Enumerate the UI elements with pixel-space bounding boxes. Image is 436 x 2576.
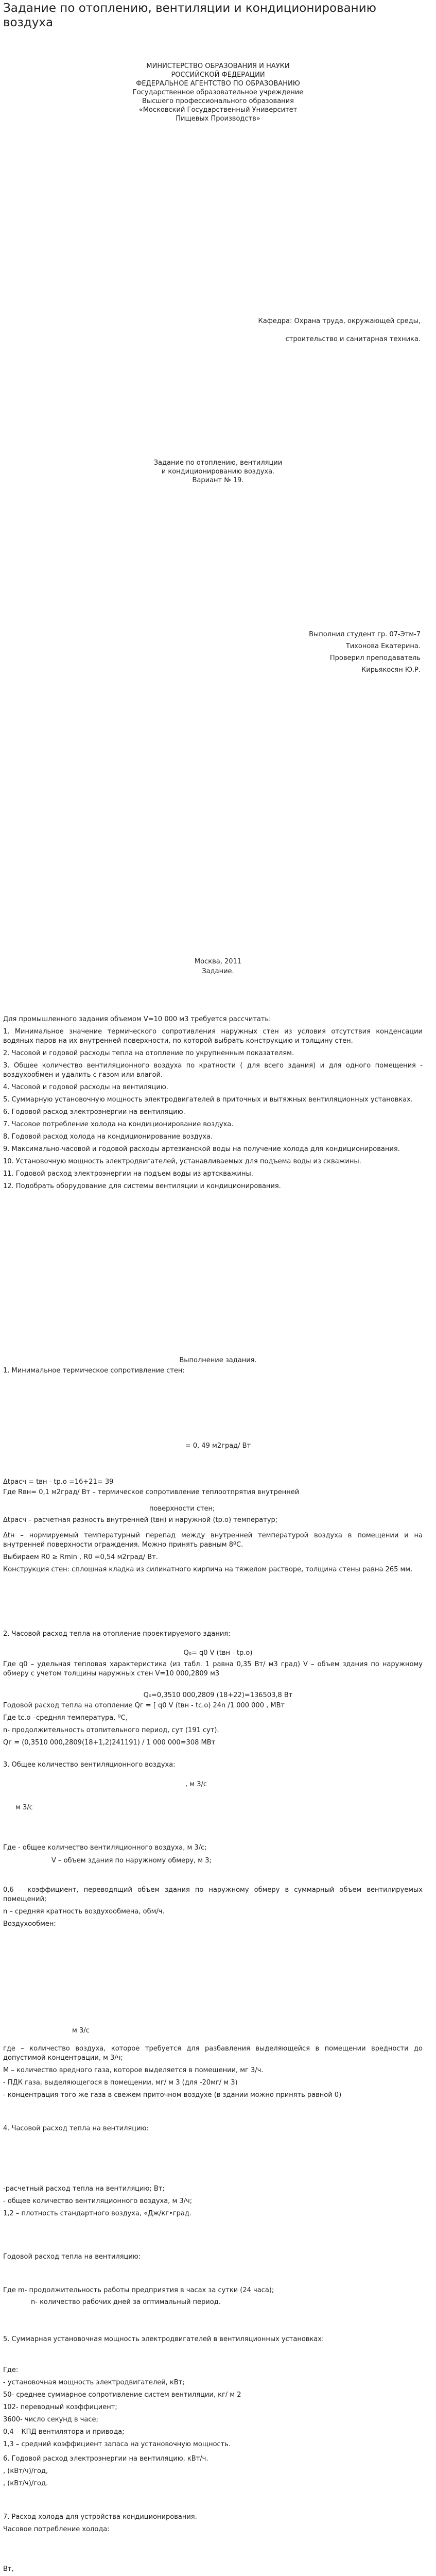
task-item: 6. Годовой расход электроэнергии на вентиляцию. [3, 1108, 185, 1116]
section-3-paragraph: где – количество воздуха, которое требуется для разбавления выделяющейся в помещении вредности до допустимой концентрации, м 3/ч; [3, 2045, 423, 2062]
section-5-body [3, 2366, 423, 2449]
section-7-paragraph: Вт, [3, 2565, 14, 2573]
ministry-header [0, 62, 436, 123]
task-list [3, 1015, 423, 1191]
section-3-paragraph: Воздухообмен: [3, 1920, 56, 1928]
section-3-title: 3. Общее количество вентиляционного воздуха: [3, 1761, 176, 1769]
department-line: Кафедра: Охрана труда, окружающей среды, [258, 317, 421, 325]
section-4-body [3, 2184, 423, 2218]
department-line: строительство и санитарная техника. [285, 335, 421, 343]
section-2-paragraph: Где tс.о –средняя температура, ºС, [3, 1714, 128, 1722]
header-line: Пищевых Производств» [176, 115, 260, 123]
section-2-formula-block [0, 1691, 436, 1700]
author-line: Тихонова Екатерина. [345, 642, 421, 650]
section-1-body [3, 1531, 423, 1574]
page-title: Задание по отоплению, вентиляции и кондиционированию воздуха [3, 2, 377, 29]
solution-heading: Выполнение задания. [179, 1357, 257, 1364]
section-7-title: 7. Расход холода для устройства кондиционирования. [3, 2513, 197, 2521]
section-1-line: Δtрасч = tвн - tр.о =16+21= 39 [3, 1478, 114, 1486]
section-2-paragraph: Годовой расход тепла на отопление Qг = [ q0 V (tвн - tс.о) 24n /1 000 000 , МВт [3, 1702, 285, 1709]
section-2-formula-block [0, 1649, 436, 1657]
section-7-paragraph: Часовое потребление холода: [3, 2526, 110, 2533]
section-5-paragraph: 102- переводный коэффициент; [3, 2403, 117, 2411]
assignment-line: Задание по отоплению, вентиляции [153, 459, 283, 467]
section-2-formula: Q₀=0,3510 000,2809 (18+22)=136503,8 Вт [143, 1691, 293, 1699]
section-1-paragraph: Конструкция стен: сплошная кладка из силикатного кирпича на тяжелом растворе, толщина стены равна 265 мм. [3, 1566, 413, 1573]
section-2-title: 2. Часовой расход тепла на отопление проектируемого здания: [3, 1630, 231, 1638]
section-4-paragraph: -расчетный расход тепла на вентиляцию; Вт; [3, 2185, 165, 2193]
task-item: 1. Минимальное значение термического сопротивления наружных стен из условия отсутствия конденсации водяных паров на их внутренней поверхности, по которой выбрать конструкцию и толщину стен. [3, 1028, 423, 1045]
section-1-line: Δtрасч – расчетная разность внутренней (tвн) и наружной (tр.о) температур; [3, 1516, 278, 1524]
section-5-paragraph: Где: [3, 2366, 19, 2374]
task-item: 11. Годовой расход электроэнергии на подъем воды из артскважины. [3, 1170, 253, 1178]
section-4-paragraph: n- количество рабочих дней за оптимальный период. [31, 2298, 221, 2306]
section-6-title: 6. Годовой расход электроэнергии на вентиляцию, кВт/ч. [3, 2455, 208, 2463]
section-2-formula: Q₀= q0 V (tвн - tр.о) [183, 1649, 253, 1657]
author-block [309, 630, 421, 674]
solution-heading-block [0, 1356, 436, 1365]
assignment-line: Вариант № 19. [192, 477, 244, 484]
section-1-result: = 0, 49 м2град/ Вт [185, 1442, 251, 1450]
task-item: 8. Годовой расход холода на кондиционирование воздуха. [3, 1133, 213, 1141]
section-4-title: 4. Часовой расход тепла на вентиляцию: [3, 2125, 149, 2132]
task-intro: Для промышленного задания объемом V=10 000 м3 требуется рассчитать: [3, 1015, 271, 1023]
task-item: 5. Суммарную установочную мощность электродвигателей в приточных и вытяжных вентиляционных установках. [3, 1096, 413, 1104]
task-item: 9. Максимально-часовой и годовой расходы артезианской воды на получение холода для кондиционирования. [3, 1145, 400, 1153]
section-1-result-block [0, 1442, 436, 1450]
section-5-paragraph: - установочная мощность электродвигателей, кВт; [3, 2379, 185, 2386]
city-year-block [0, 957, 436, 976]
task-item: 4. Часовой и годовой расходы на вентиляцию. [3, 1083, 168, 1091]
section-3-paragraph: n – средняя кратность воздухообмена, обм/ч. [3, 1908, 165, 1916]
section-5-paragraph: 50- среднее суммарное сопротивление систем вентиляции, кг/ м 2 [3, 2391, 241, 2399]
section-6-paragraph: , (кВт/ч)/год. [3, 2480, 48, 2487]
section-1-line: Где Rвн= 0,1 м2град/ Вт – термическое сопротивление теплоотпрятия внутренней [3, 1488, 300, 1496]
section-3-paragraph: Где - общее количество вентиляционного воздуха, м 3/с; [3, 1844, 207, 1852]
header-line: ФЕДЕРАЛЬНОЕ АГЕНТСТВО ПО ОБРАЗОВАНИЮ [136, 80, 300, 88]
section-3-formula: , м 3/с [185, 1781, 207, 1788]
author-line: Проверил преподаватель [329, 654, 421, 662]
author-line: Кирьякосян Ю.Р. [361, 666, 421, 674]
city-year: Москва, 2011 [194, 958, 242, 965]
task-item: 3. Общее количество вентиляционного воздуха по кратности ( для всего здания) и для одного помещения - воздухообмен и удалить с газом или влагой. [3, 1062, 423, 1079]
section-6-body [3, 2454, 423, 2488]
section-1-paragraph: Выбираем R0 ≥ Rmin , R0 =0,54 м2град/ Вт. [3, 1553, 158, 1561]
section-2-paragraph: Qг = (0,3510 000,2809(18+1,2)241191) / 1 000 000=308 МВт [3, 1739, 216, 1747]
section-3-unit: м 3/с [15, 1804, 33, 1811]
section-3-paragraph: 0,6 – коэффициент, переводящий объем здания по наружному обмеру в суммарный объем вентилируемых помещений; [3, 1886, 423, 1903]
task-item: 2. Часовой и годовой расходы тепла на отопление по укрупненным показателям. [3, 1049, 294, 1057]
header-line: Государственное образовательное учреждение [132, 89, 304, 96]
section-4-paragraph: Годовой расход тепла на вентиляцию: [3, 2253, 141, 2261]
section-3-body [3, 2044, 423, 2100]
section-3-paragraph: - концентрация того же газа в свежем приточном воздухе (в здании можно принять равной 0) [3, 2091, 342, 2099]
task-item: 12. Подобрать оборудование для системы вентиляции и кондиционирования. [3, 1182, 281, 1190]
header-line: МИНИСТЕРСТВО ОБРАЗОВАНИЯ И НАУКИ [146, 62, 290, 70]
header-line: «Московский Государственный Университет [138, 106, 298, 114]
section-4-paragraph: 1,2 – плотность стандартного воздуха, «Дж/кг•град. [3, 2210, 191, 2217]
section-7-body [3, 2565, 423, 2576]
section-5-title: 5. Суммарная установочная мощность электродвигателей в вентиляционных установках: [3, 2335, 324, 2343]
section-2-body [3, 1660, 423, 1679]
section-7-body [3, 2513, 423, 2534]
section-5-paragraph: 1,3 – средний коэффициент запаса на установочную мощность. [3, 2441, 231, 2448]
section-1-title: 1. Минимальное термическое сопротивление стен: [3, 1367, 185, 1375]
task-item: 7. Часовое потребление холода на кондиционирование воздуха. [3, 1121, 234, 1128]
section-2-paragraph: n- продолжительность отопительного период, сут (191 сут). [3, 1726, 219, 1734]
task-item: 10. Установочную мощность электродвигателей, устанавливаемых для подъема воды из скважины. [3, 1158, 361, 1165]
assignment-title [0, 459, 436, 485]
section-5-paragraph: 3600- число секунд в часе; [3, 2416, 98, 2424]
section-3-paragraph: V – объем здания по наружному обмеру, м 3; [51, 1857, 212, 1865]
section-5-body [3, 2335, 423, 2344]
section-1-line: поверхности стен; [149, 1505, 215, 1513]
section-3-paragraph: - ПДК газа, выделяющегося в помещении, мг/ м 3 (для -20мг/ м 3) [3, 2079, 238, 2087]
section-3-paragraph: M – количество вредного газа, которое выделяется в помещении, мг 3/ч. [3, 2066, 264, 2074]
section-5-paragraph: 0,4 – КПД вентилятора и привода; [3, 2428, 125, 2436]
section-2-paragraph: Где q0 – удельная тепловая характеристика (из табл. 1 равна 0,35 Вт/ м3 град) V – объем здания по наружному обмеру с учетом толщины наружных стен V=10 000,2809 м3 [3, 1660, 423, 1677]
department-block [258, 317, 421, 344]
section-2-body [3, 1701, 423, 1748]
author-line: Выполнил студент гр. 07-Этм-7 [309, 631, 421, 638]
header-line: РОССИЙСКОЙ ФЕДЕРАЦИИ [171, 71, 265, 79]
section-3-unit: м 3/с [72, 2027, 90, 2035]
section-6-paragraph: , (кВт/ч)/год, [3, 2467, 48, 2475]
assignment-line: и кондиционированию воздуха. [161, 468, 275, 476]
header-line: Высшего профессионального образования [142, 97, 294, 105]
section-3-body [3, 1886, 423, 1929]
task-heading: Задание. [202, 968, 234, 975]
section-4-paragraph: Где m- продолжительность работы предприятия в часах за сутки (24 часа); [3, 2286, 274, 2294]
section-4-paragraph: - общее количество вентиляционного воздуха, м 3/ч; [3, 2197, 193, 2205]
section-1-paragraph: Δtн – нормируемый температурный перепад между внутренней температурой воздуха в помещении и на внутренней поверхности ограждения. Можно принять равным 8ºС. [3, 1532, 423, 1549]
